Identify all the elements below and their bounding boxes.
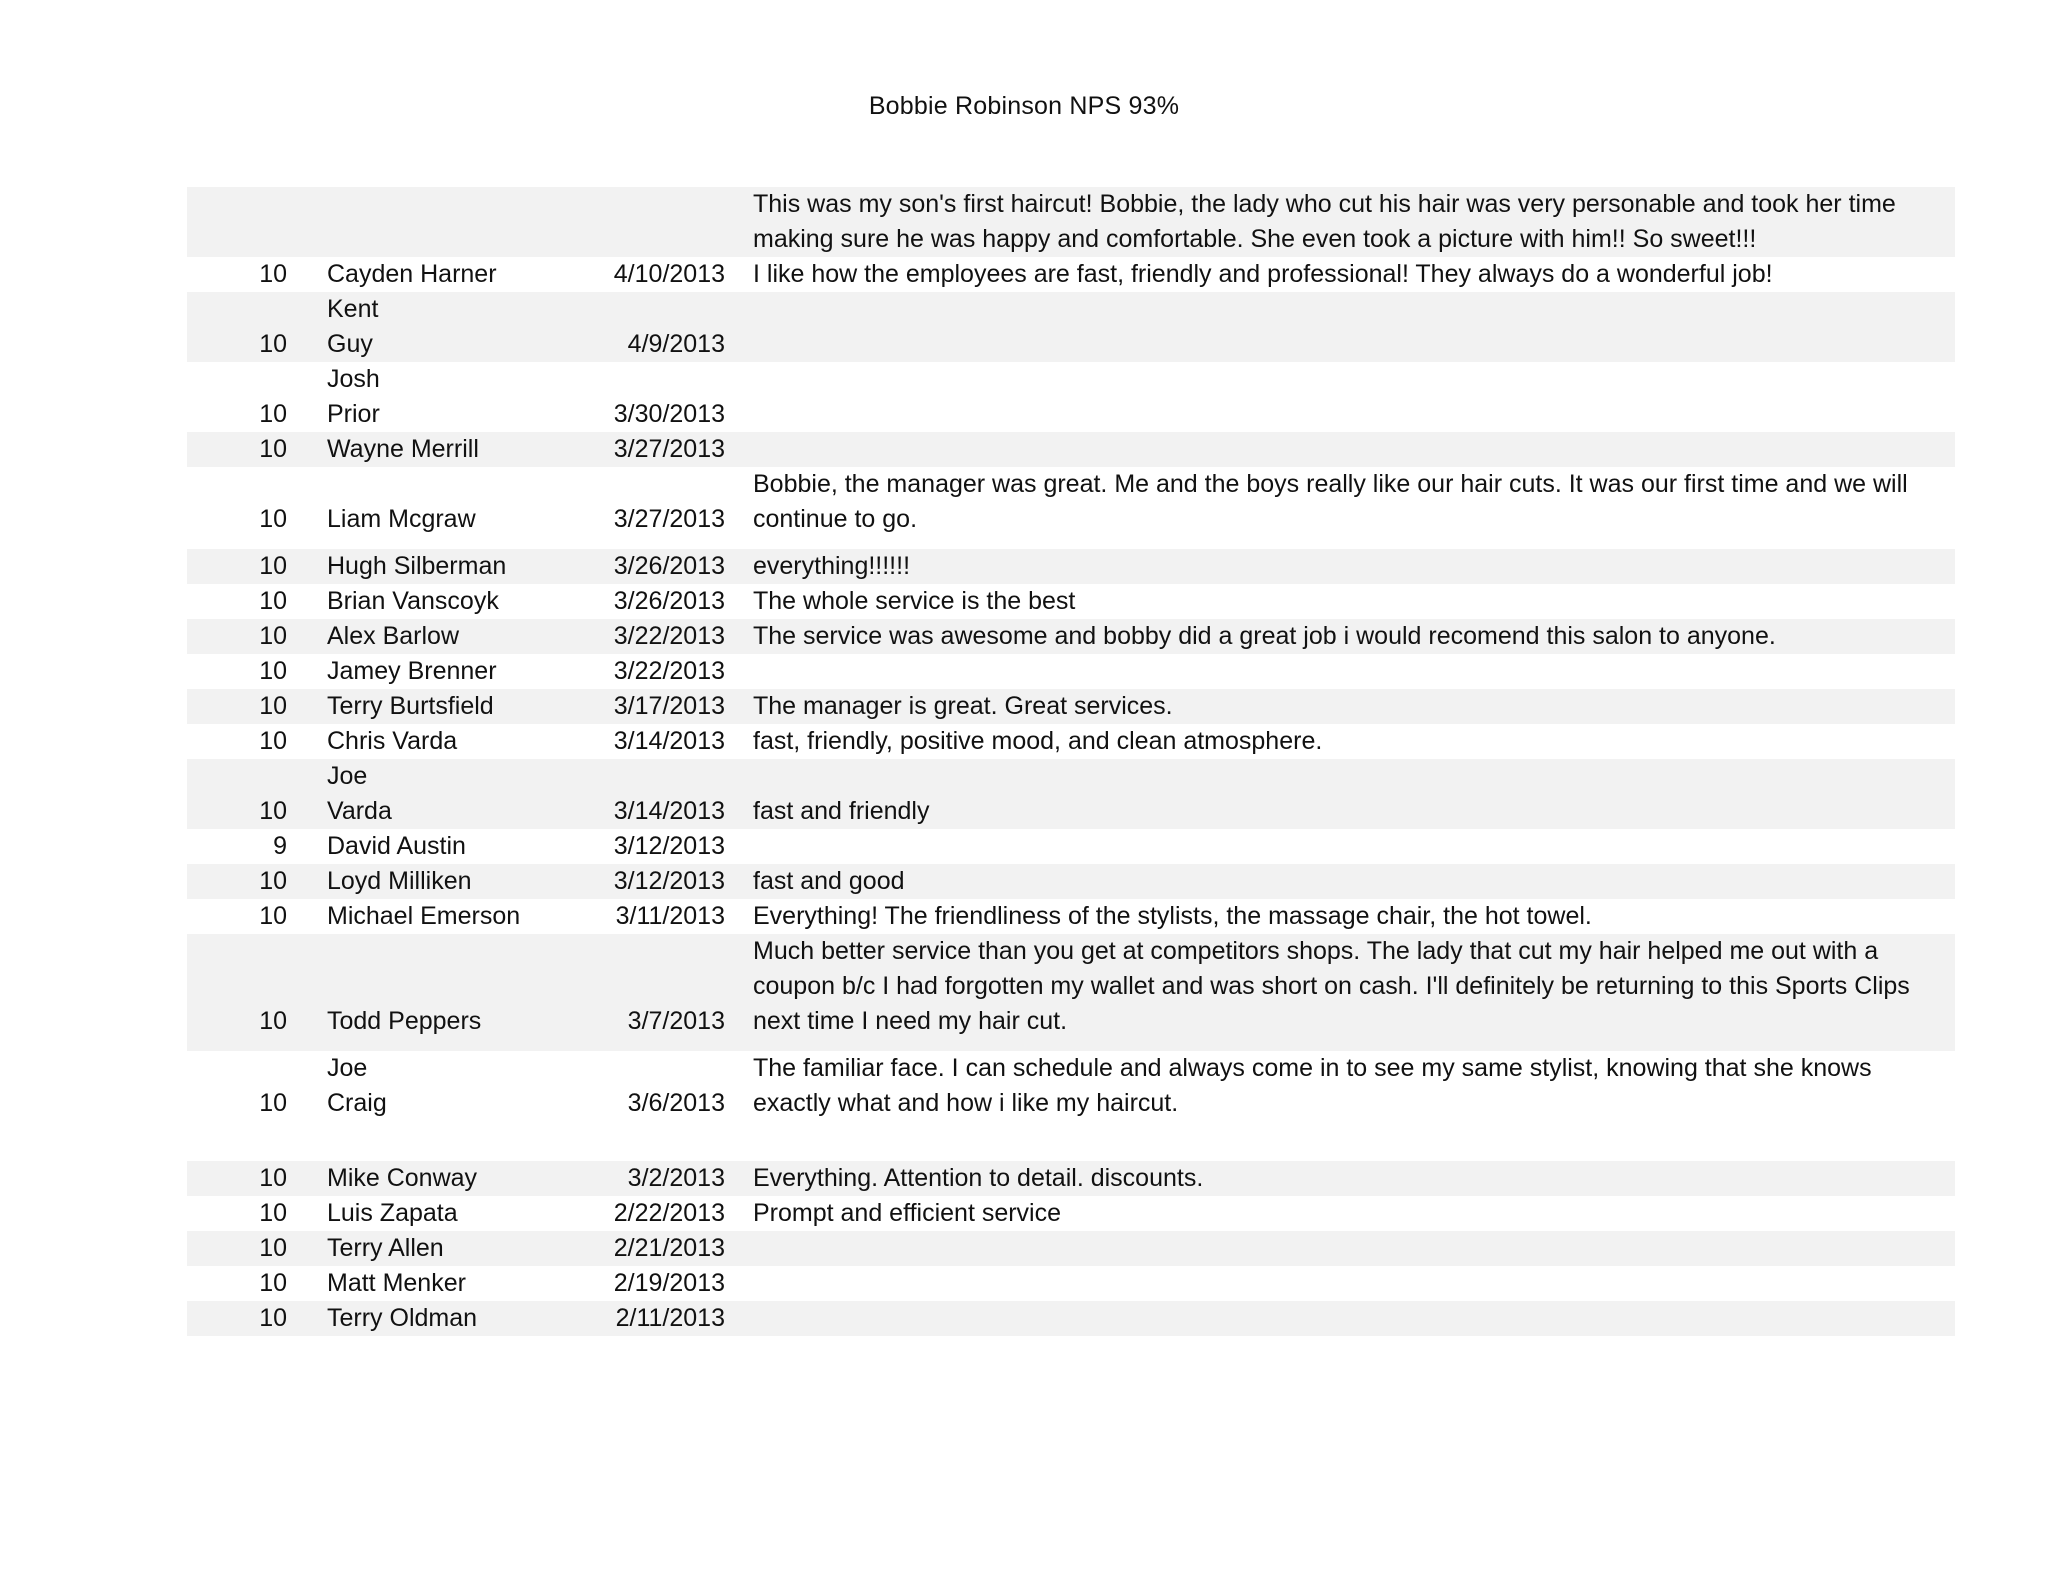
score-cell: 10 (259, 400, 287, 428)
score-cell: 10 (259, 902, 287, 930)
customer-name-cell (307, 1231, 567, 1266)
score-cell: 10 (187, 864, 307, 899)
comment-cell: This was my son's first haircut! Bobbie, the lady who cut his hair was very personable and took her time making sure he was happy and comfortable. She even took a picture with him!! So sweet!!! (737, 187, 1955, 257)
customer-name-line: Terry Burtsfield (327, 692, 494, 720)
customer-name-line: Guy (327, 330, 373, 358)
comment-cell: I like how the employees are fast, friendly and professional! They always do a wonderful job! (753, 260, 1773, 288)
score-cell: 10 (187, 689, 307, 724)
review-row (187, 292, 1955, 362)
score-cell: 10 (187, 1301, 307, 1336)
review-row (187, 1301, 1955, 1336)
score-cell: 10 (259, 1089, 287, 1117)
customer-name-line: Joe (327, 762, 368, 790)
date-cell: 3/14/2013 (613, 727, 725, 755)
review-row (187, 724, 1955, 759)
customer-name-cell (307, 724, 567, 759)
score-cell: 10 (259, 1199, 287, 1227)
score-cell: 9 (273, 832, 287, 860)
review-row (187, 187, 1955, 257)
customer-name-line: Terry Allen (327, 1234, 444, 1262)
customer-name-line: Wayne Merrill (327, 435, 479, 463)
comment-cell: The familiar face. I can schedule and always come in to see my same stylist, knowing that she knows exactly what and how i like my haircut. (753, 1054, 1872, 1117)
review-row (187, 584, 1955, 619)
comment-cell: Bobbie, the manager was great. Me and the boys really like our hair cuts. It was our first time and we will continue to go. (753, 470, 1908, 533)
customer-name-line: Varda (327, 797, 392, 825)
review-row (187, 619, 1955, 654)
customer-name-cell (307, 187, 567, 257)
customer-name-line: Brian Vanscoyk (327, 587, 499, 615)
comment-cell: The manager is great. Great services. (737, 689, 1955, 724)
comment-cell (737, 1301, 1955, 1336)
customer-name-line: Cayden Harner (327, 260, 497, 288)
comment-cell (737, 292, 1955, 362)
review-row (187, 549, 1955, 584)
customer-name-cell (307, 467, 567, 549)
customer-name-line: Terry Oldman (327, 1304, 478, 1332)
customer-name-line: Hugh Silberman (327, 552, 507, 580)
date-cell: 3/26/2013 (613, 587, 725, 615)
review-row (187, 1231, 1955, 1266)
score-cell: 10 (187, 1231, 307, 1266)
customer-name-cell (307, 619, 567, 654)
comment-cell (737, 432, 1955, 467)
review-row (187, 467, 1955, 549)
page-title: Bobbie Robinson NPS 93% (868, 92, 1180, 120)
customer-name-line: David Austin (327, 832, 466, 860)
customer-name-line: Jamey Brenner (327, 657, 497, 685)
customer-name-cell (307, 654, 567, 689)
customer-name-cell (307, 689, 567, 724)
comment-cell (737, 1231, 1955, 1266)
comment-cell: Everything. Attention to detail. discounts. (737, 1161, 1955, 1196)
customer-name-cell (307, 1301, 567, 1336)
score-cell: 10 (187, 432, 307, 467)
review-row (187, 1051, 1955, 1161)
date-cell: 3/6/2013 (627, 1089, 725, 1117)
date-cell (567, 187, 737, 257)
date-cell: 3/30/2013 (613, 400, 725, 428)
customer-name-cell (307, 1196, 567, 1231)
score-cell: 10 (187, 934, 307, 1051)
customer-name-cell (307, 829, 567, 864)
comment-cell (737, 1266, 1955, 1301)
score-cell: 10 (259, 1269, 287, 1297)
date-cell: 3/7/2013 (567, 934, 737, 1051)
score-cell: 10 (187, 619, 307, 654)
customer-name-cell (307, 257, 567, 292)
comment-cell: Everything! The friendliness of the stylists, the massage chair, the hot towel. (753, 902, 1592, 930)
score-cell: 10 (259, 505, 287, 533)
customer-name-line: Joe (327, 1054, 368, 1082)
date-cell: 3/22/2013 (613, 657, 725, 685)
score-cell: 10 (259, 727, 287, 755)
review-row (187, 362, 1955, 432)
customer-name-line: Todd Peppers (327, 1007, 482, 1035)
review-row (187, 689, 1955, 724)
review-row (187, 829, 1955, 864)
date-cell: 2/19/2013 (613, 1269, 725, 1297)
review-row (187, 654, 1955, 689)
date-cell: 4/9/2013 (567, 292, 737, 362)
customer-name-line: Kent (327, 295, 379, 323)
date-cell: 3/27/2013 (613, 505, 725, 533)
comment-cell (737, 654, 1955, 689)
date-cell: 3/12/2013 (613, 832, 725, 860)
comment-cell (737, 829, 1955, 864)
customer-name-line: Chris Varda (327, 727, 458, 755)
review-table (187, 187, 1955, 1336)
comment-cell: fast and good (737, 864, 1955, 899)
review-row (187, 864, 1955, 899)
customer-name-cell (307, 362, 567, 432)
customer-name-line: Craig (327, 1089, 387, 1117)
customer-name-cell (307, 1266, 567, 1301)
score-cell (187, 187, 307, 257)
score-cell: 10 (259, 657, 287, 685)
customer-name-cell (307, 759, 567, 829)
date-cell: 4/10/2013 (613, 260, 725, 288)
comment-cell: Prompt and efficient service (753, 1199, 1062, 1227)
score-cell: 10 (187, 292, 307, 362)
date-cell: 2/11/2013 (567, 1301, 737, 1336)
review-row (187, 1196, 1955, 1231)
customer-name-line: Alex Barlow (327, 622, 459, 650)
customer-name-cell (307, 1161, 567, 1196)
review-table-body (187, 187, 1955, 1336)
review-row (187, 1266, 1955, 1301)
date-cell: 3/12/2013 (567, 864, 737, 899)
comment-cell: The service was awesome and bobby did a great job i would recomend this salon to anyone. (737, 619, 1955, 654)
score-cell: 10 (259, 587, 287, 615)
date-cell: 3/22/2013 (567, 619, 737, 654)
comment-cell (737, 362, 1955, 432)
comment-cell: fast and friendly (737, 759, 1955, 829)
review-row (187, 759, 1955, 829)
review-row (187, 432, 1955, 467)
date-cell: 3/17/2013 (567, 689, 737, 724)
score-cell: 10 (187, 549, 307, 584)
customer-name-line: Liam Mcgraw (327, 505, 476, 533)
score-cell: 10 (187, 759, 307, 829)
customer-name-cell (307, 899, 567, 934)
customer-name-cell (307, 1051, 567, 1161)
customer-name-cell (307, 864, 567, 899)
customer-name-cell (307, 292, 567, 362)
date-cell: 3/2/2013 (567, 1161, 737, 1196)
customer-name-line: Michael Emerson (327, 902, 521, 930)
date-cell: 2/21/2013 (567, 1231, 737, 1266)
review-row (187, 1161, 1955, 1196)
customer-name-line: Mike Conway (327, 1164, 478, 1192)
customer-name-line: Luis Zapata (327, 1199, 458, 1227)
customer-name-line: Josh (327, 365, 380, 393)
score-cell: 10 (259, 260, 287, 288)
customer-name-cell (307, 432, 567, 467)
customer-name-cell (307, 549, 567, 584)
comment-cell: The whole service is the best (753, 587, 1076, 615)
score-cell: 10 (187, 1161, 307, 1196)
date-cell: 3/11/2013 (615, 902, 725, 930)
date-cell: 3/26/2013 (567, 549, 737, 584)
comment-cell: fast, friendly, positive mood, and clean atmosphere. (753, 727, 1323, 755)
review-row (187, 899, 1955, 934)
review-row (187, 934, 1955, 1051)
review-row (187, 257, 1955, 292)
comment-cell: everything!!!!!! (737, 549, 1955, 584)
customer-name-line: Matt Menker (327, 1269, 466, 1297)
date-cell: 2/22/2013 (613, 1199, 725, 1227)
comment-cell: Much better service than you get at competitors shops. The lady that cut my hair helped me out with a coupon b/c I had forgotten my wallet and was short on cash. I'll definitely be returning to this Sports Clips next time I need my hair cut. (737, 934, 1955, 1051)
date-cell: 3/14/2013 (567, 759, 737, 829)
date-cell: 3/27/2013 (567, 432, 737, 467)
customer-name-line: Loyd Milliken (327, 867, 472, 895)
customer-name-line: Prior (327, 400, 380, 428)
customer-name-cell (307, 584, 567, 619)
customer-name-cell (307, 934, 567, 1051)
